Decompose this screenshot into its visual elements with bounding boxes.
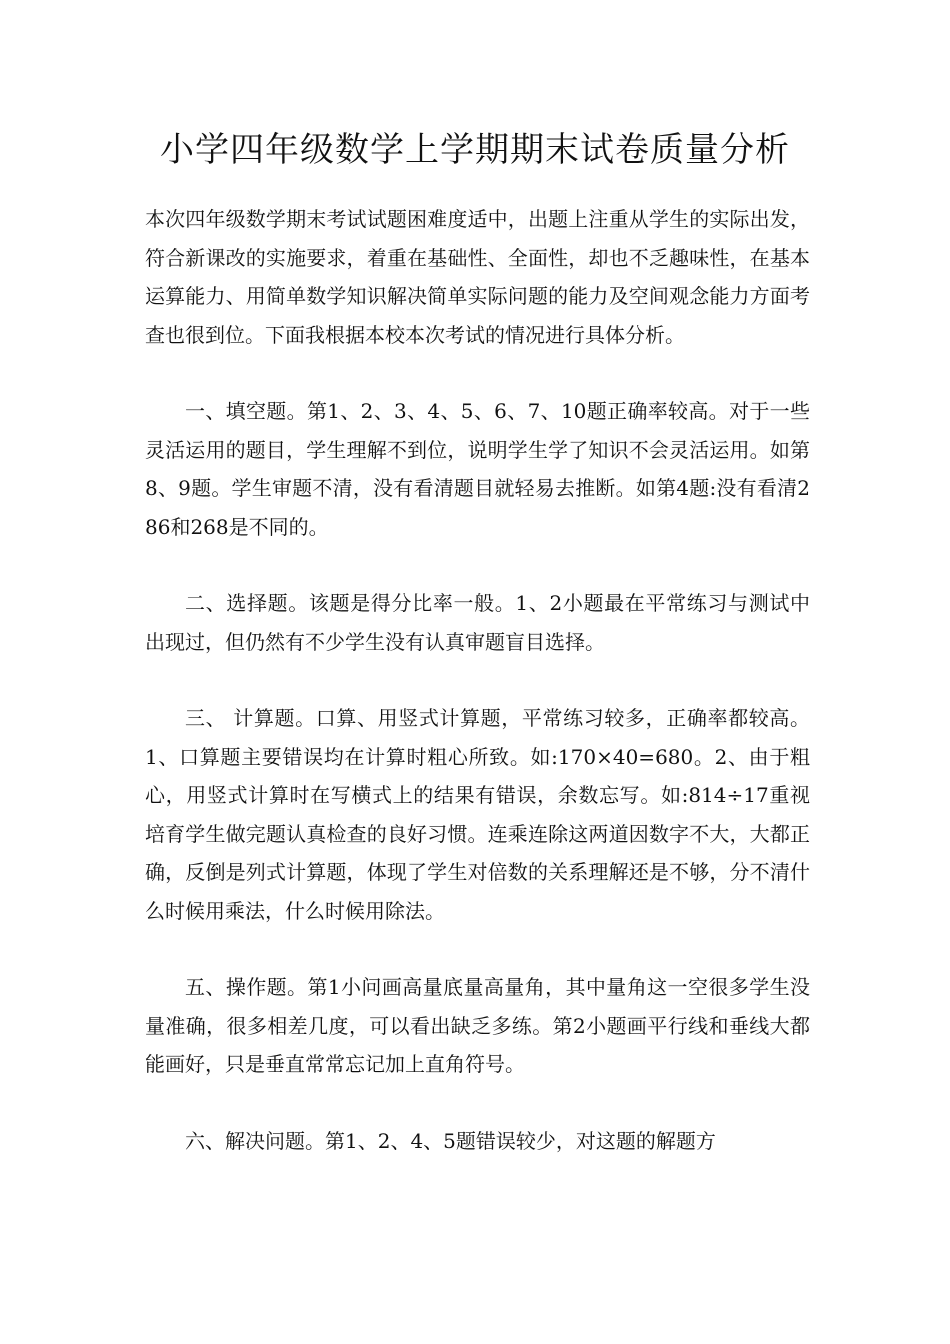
document-body [145, 200, 810, 1198]
document-title: 小学四年级数学上学期期末试卷质量分析 [160, 130, 790, 170]
operation-paragraph: 五、操作题。第1小问画高量底量高量角，其中量角这一空很多学生没量准确，很多相差几度，可以看出缺乏多练。第2小题画平行线和垂线大都能画好，只是垂直常常忘记加上直角符号。 [145, 975, 810, 1076]
problem-solving-paragraph: 六、解决问题。第1、2、4、5题错误较少，对这题的解题方 [185, 1128, 716, 1153]
intro-paragraph: 本次四年级数学期末考试试题困难度适中，出题上注重从学生的实际出发，符合新课改的实施要求，着重在基础性、全面性，却也不乏趣味性，在基本运算能力、用简单数学知识解决简单实际问题的能力及空间观念能力方面考查也很到位。下面我根据本校本次考试的情况进行具体分析。 [145, 207, 810, 347]
multiple-choice-paragraph: 二、选择题。该题是得分比率一般。1、2小题最在平常练习与测试中出现过，但仍然有不少学生没有认真审题盲目选择。 [145, 591, 810, 654]
fill-in-blank-paragraph: 一、填空题。第1、2、3、4、5、6、7、10题正确率较高。对于一些灵活运用的题目，学生理解不到位，说明学生学了知识不会灵活运用。如第8、9题。学生审题不清，没有看清题目就轻易去推断。如第4题:没有看清286和268是不同的。 [145, 399, 810, 539]
calculation-paragraph: 三、 计算题。口算、用竖式计算题，平常练习较多，正确率都较高。1、口算题主要错误均在计算时粗心所致。如:170×40=680。2、由于粗心，用竖式计算时在写横式上的结果有错误，余数忘写。如:814÷17重视培育学生做完题认真检查的良好习惯。连乘连除这两道因数字不大，大都正确，反倒是列式计算题，体现了学生对倍数的关系理解还是不够，分不清什么时候用乘法，什么时候用除法。 [145, 706, 810, 923]
